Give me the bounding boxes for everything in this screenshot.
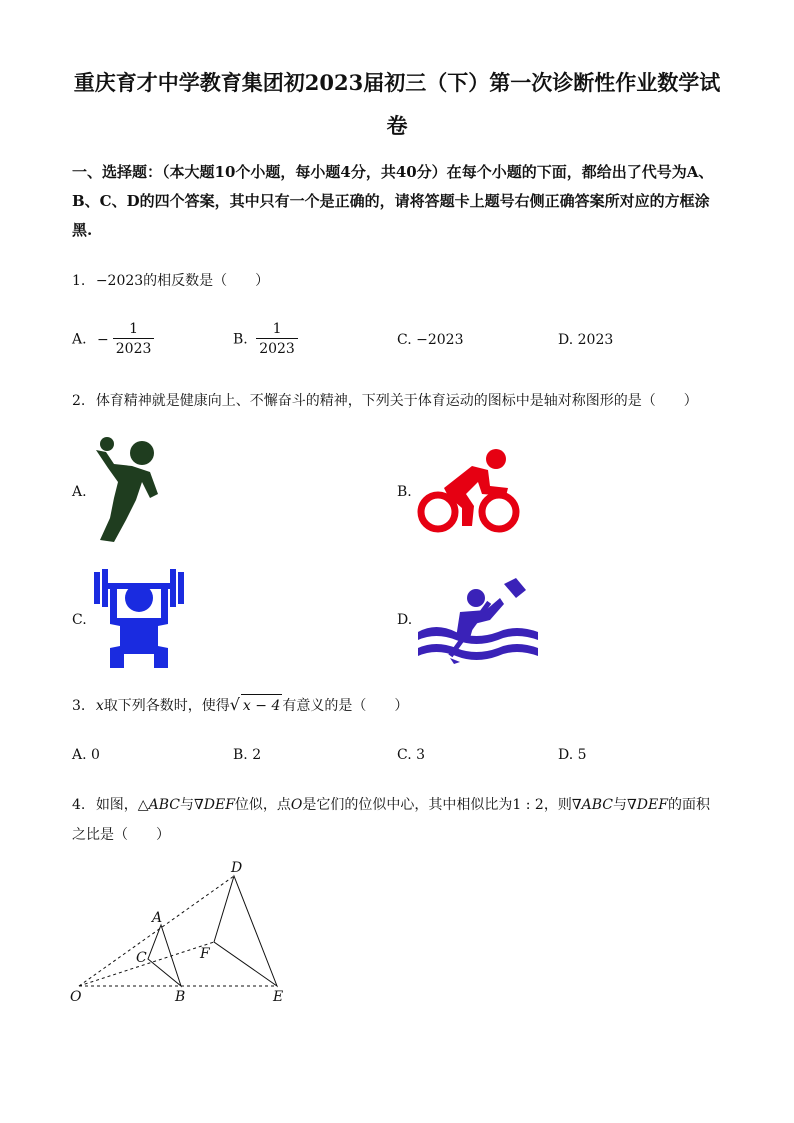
question-1-option-c: C. −2023 xyxy=(397,332,464,348)
question-1 xyxy=(72,270,732,292)
option-b-fraction xyxy=(256,320,298,359)
question-3-option-d: D. 5 xyxy=(558,747,587,763)
option-a-sign: − xyxy=(97,331,109,348)
triangle-def-label: DEF xyxy=(203,797,235,813)
sqrt-sign: √ xyxy=(229,695,240,714)
question-4-text-g: 的面积 xyxy=(667,797,710,813)
question-3-stem-mid: 取下列各数时，使得 xyxy=(103,698,230,714)
label-d: D xyxy=(231,860,243,876)
homothety-figure xyxy=(66,856,296,1006)
question-4-text-c: 位似，点 xyxy=(234,797,291,813)
question-3-option-b: B. 2 xyxy=(233,747,262,763)
question-1-number: 1. xyxy=(72,273,86,289)
question-4-text-a: 如图，△ xyxy=(95,797,149,813)
label-c: C xyxy=(136,950,147,966)
question-4-text-f: 与∇ xyxy=(613,797,637,813)
option-b-denominator: 2023 xyxy=(259,341,295,357)
question-3-radicand: x − 4 xyxy=(241,694,282,717)
question-3 xyxy=(72,694,732,717)
weightlifter-icon xyxy=(92,568,186,670)
question-1-option-b xyxy=(233,320,298,359)
label-f: F xyxy=(200,946,210,962)
question-4-text-e: ，则∇ xyxy=(543,797,582,813)
dashed-line-od xyxy=(79,876,234,986)
question-2-option-c-label: C. xyxy=(72,612,87,628)
option-a-numerator: 1 xyxy=(113,320,155,339)
label-e: E xyxy=(273,989,284,1005)
question-2-stem: 体育精神就是健康向上、不懈奋斗的精神，下列关于体育运动的图标中是轴对称图形的是（ ） xyxy=(95,393,698,409)
triangle-def xyxy=(214,876,277,986)
question-4-number: 4. xyxy=(72,797,86,813)
question-1-stem: −2023的相反数是（ ） xyxy=(95,273,270,289)
question-2-option-d-label: D. xyxy=(397,612,413,628)
option-b-numerator: 1 xyxy=(256,320,298,339)
question-3-option-c: C. 3 xyxy=(397,747,426,763)
question-3-option-a: A. 0 xyxy=(72,747,100,763)
question-2-option-b-label: B. xyxy=(397,484,412,500)
question-4-line-1 xyxy=(72,790,732,820)
question-3-stem-end: 有意义的是（ ） xyxy=(282,698,409,714)
question-4-text-d: 是它们的位似中心，其中相似比为 xyxy=(302,797,513,813)
question-4 xyxy=(72,790,732,850)
question-2-option-a-label: A. xyxy=(72,484,87,500)
question-2-number: 2. xyxy=(72,393,86,409)
label-b: B xyxy=(175,989,186,1005)
label-a: A xyxy=(152,910,163,926)
question-2 xyxy=(72,390,732,412)
question-4-text-b: 与∇ xyxy=(179,797,204,813)
question-4-line-2: 之比是（ ） xyxy=(72,827,170,843)
triangle-def-label-2: DEF xyxy=(636,797,668,813)
similarity-ratio: 1 : 2 xyxy=(512,797,544,813)
question-1-option-a xyxy=(72,320,154,359)
triangle-abc-label-2: ABC xyxy=(581,797,613,813)
option-b-label: B. xyxy=(233,331,248,348)
cyclist-icon xyxy=(416,448,522,534)
question-1-option-d: D. 2023 xyxy=(558,332,614,348)
label-o: O xyxy=(70,989,82,1005)
section-1-instructions: 一、选择题：（本大题10个小题，每小题4分，共40分）在每个小题的下面，都给出了代号为A、B、C、D的四个答案，其中只有一个是正确的，请将答题卡上题号右侧正确答案所对应的方框涂黑. xyxy=(72,163,714,239)
exam-title-line-2: 卷 xyxy=(386,113,408,138)
option-a-fraction xyxy=(113,320,155,359)
handball-player-icon xyxy=(92,436,164,544)
exam-title-line-1: 重庆育才中学教育集团初2023届初三（下）第一次诊断性作业数学试 xyxy=(73,70,721,95)
option-a-denominator: 2023 xyxy=(115,341,152,357)
triangle-abc xyxy=(148,925,181,986)
point-o-label: O xyxy=(290,797,303,813)
kayaker-icon xyxy=(416,576,540,664)
option-a-label: A. xyxy=(72,331,87,348)
question-3-variable: x xyxy=(95,698,104,714)
question-3-number: 3. xyxy=(72,698,86,714)
triangle-abc-label: ABC xyxy=(148,797,180,813)
